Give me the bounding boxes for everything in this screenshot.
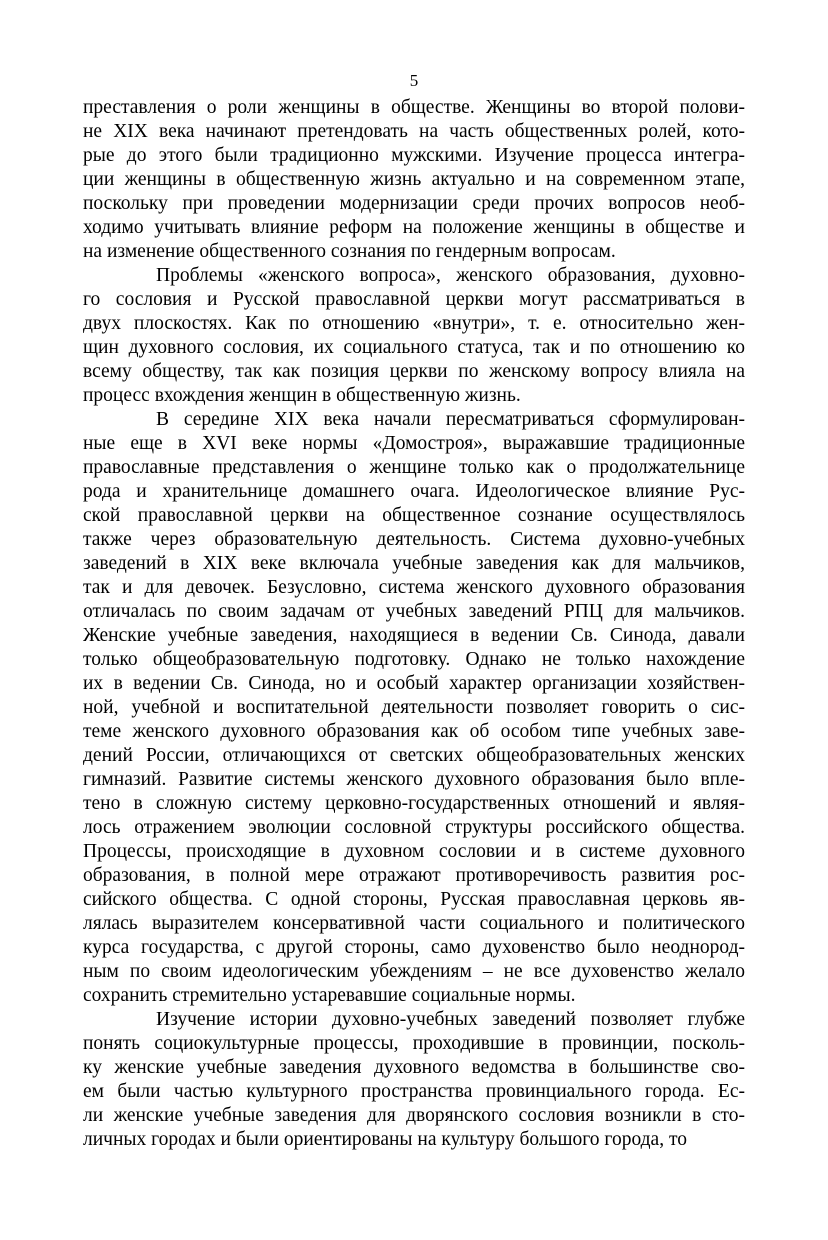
- text-line: го сословия и Русской православной церкви могут рассматриваться в: [83, 289, 745, 310]
- text-line: процесс вхождения женщин в общественную жизнь.: [83, 385, 521, 406]
- text-line: только общеобразовательную подготовку. Однако не только нахождение: [83, 649, 745, 670]
- text-line: щин духовного сословия, их социального статуса, так и по отношению ко: [83, 337, 745, 358]
- text-line: ем были частью культурного пространства провинциального города. Ес-: [83, 1081, 745, 1102]
- text-line: отличалась по своим задачам от учебных заведений РПЦ для мальчиков.: [83, 601, 745, 622]
- text-line: гимназий. Развитие системы женского духовного образования было впле-: [83, 769, 745, 790]
- paragraph: [83, 1008, 745, 1152]
- text-line: заведений в XIX веке включала учебные заведения как для мальчиков,: [83, 553, 745, 574]
- text-line: ской православной церкви на общественное сознание осуществлялось: [83, 505, 745, 526]
- text-line: тено в сложную систему церковно-государственных отношений и являя-: [83, 793, 745, 814]
- text-line: теме женского духовного образования как об особом типе учебных заве-: [83, 721, 745, 742]
- text-line: Процессы, происходящие в духовном сословии и в системе духовного: [83, 841, 745, 862]
- text-line: образования, в полной мере отражают противоречивость развития рос-: [83, 865, 745, 886]
- paragraph: [83, 408, 745, 1008]
- text-line: их в ведении Св. Синода, но и особый характер организации хозяйствен-: [83, 673, 745, 694]
- text-line: сохранить стремительно устаревавшие социальные нормы.: [83, 985, 576, 1006]
- text-line: рода и хранительнице домашнего очага. Идеологическое влияние Рус-: [83, 481, 745, 502]
- text-line: рые до этого были традиционно мужскими. Изучение процесса интегра-: [83, 145, 745, 166]
- body-text: [83, 96, 745, 1152]
- text-line: не XIX века начинают претендовать на часть общественных ролей, кото-: [83, 121, 745, 142]
- text-line: В середине XIX века начали пересматриваться сформулирован-: [156, 409, 745, 430]
- text-line: Проблемы «женского вопроса», женского образования, духовно-: [156, 265, 745, 286]
- text-line: двух плоскостях. Как по отношению «внутри», т. е. относительно жен-: [83, 313, 745, 334]
- paragraph: [83, 264, 745, 408]
- text-line: Изучение истории духовно-учебных заведений позволяет глубже: [156, 1009, 745, 1030]
- text-line: ку женские учебные заведения духовного ведомства в большинстве сво-: [83, 1057, 745, 1078]
- text-line: лялась выразителем консервативной части социального и политического: [83, 913, 745, 934]
- text-line: ной, учебной и воспитательной деятельности позволяет говорить о сис-: [83, 697, 745, 718]
- text-line: ции женщины в общественную жизнь актуально и на современном этапе,: [83, 169, 745, 190]
- text-line: также через образовательную деятельность. Система духовно-учебных: [83, 529, 745, 550]
- text-line: преставления о роли женщины в обществе. Женщины во второй полови-: [83, 97, 745, 118]
- text-line: ли женские учебные заведения для дворянского сословия возникли в сто-: [83, 1105, 745, 1126]
- text-line: православные представления о женщине только как о продолжательнице: [83, 457, 745, 478]
- text-line: так и для девочек. Безусловно, система женского духовного образования: [83, 577, 745, 598]
- text-line: поскольку при проведении модернизации среди прочих вопросов необ-: [83, 193, 745, 214]
- text-line: ходимо учитывать влияние реформ на положение женщины в обществе и: [83, 217, 745, 238]
- text-line: сийского общества. С одной стороны, Русская православная церковь яв-: [83, 889, 745, 910]
- text-line: дений России, отличающихся от светских общеобразовательных женских: [83, 745, 745, 766]
- text-line: курса государства, с другой стороны, само духовенство было неоднород-: [83, 937, 745, 958]
- page-number: 5: [409, 71, 419, 90]
- text-line: ные еще в XVI веке нормы «Домостроя», выражавшие традиционные: [83, 433, 745, 454]
- text-line: Женские учебные заведения, находящиеся в ведении Св. Синода, давали: [83, 625, 745, 646]
- text-line: лось отражением эволюции сословной структуры российского общества.: [83, 817, 745, 838]
- text-line: всему обществу, так как позиция церкви по женскому вопросу влияла на: [83, 361, 745, 382]
- text-line: понять социокультурные процессы, проходившие в провинции, посколь-: [83, 1033, 745, 1054]
- text-line: ным по своим идеологическим убеждениям – не все духовенство желало: [83, 961, 745, 982]
- text-line: личных городах и были ориентированы на культуру большого города, то: [83, 1129, 687, 1150]
- paragraph: [83, 96, 745, 264]
- text-line: на изменение общественного сознания по гендерным вопросам.: [83, 241, 616, 262]
